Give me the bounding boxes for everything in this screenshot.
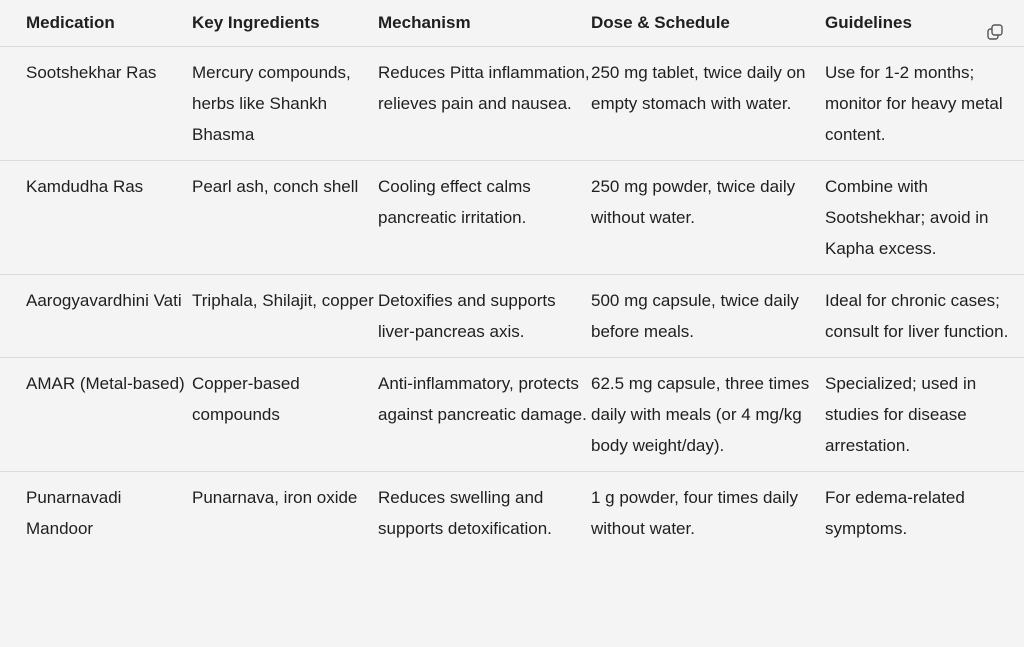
cell-dose-schedule: 250 mg tablet, twice daily on empty stomach with water. — [591, 63, 806, 113]
cell-key-ingredients: Triphala, Shilajit, copper — [192, 291, 374, 310]
header-dose-schedule: Dose & Schedule — [591, 0, 825, 47]
cell-dose-schedule: 250 mg powder, twice daily without water. — [591, 177, 796, 227]
cell-mechanism: Reduces Pitta inflammation, relieves pain and nausea. — [378, 63, 590, 113]
cell-guidelines: Specialized; used in studies for disease arrestation. — [825, 374, 977, 455]
copy-icon — [986, 23, 1004, 41]
cell-medication: AMAR (Metal-based) — [26, 374, 185, 393]
table-row — [0, 472, 1024, 555]
cell-guidelines: Combine with Sootshekhar; avoid in Kapha excess. — [825, 177, 989, 258]
cell-guidelines: Ideal for chronic cases; consult for liver function. — [825, 291, 1009, 341]
cell-dose-schedule: 62.5 mg capsule, three times daily with meals (or 4 mg/kg body weight/day). — [591, 374, 810, 455]
cell-key-ingredients: Punarnava, iron oxide — [192, 488, 358, 507]
copy-table-button[interactable] — [986, 13, 1004, 31]
table-header-row — [0, 0, 1024, 47]
cell-key-ingredients: Pearl ash, conch shell — [192, 177, 359, 196]
cell-key-ingredients: Copper-based compounds — [192, 374, 300, 424]
cell-medication: Punarnavadi Mandoor — [26, 488, 122, 538]
table-row — [0, 358, 1024, 472]
cell-dose-schedule: 1 g powder, four times daily without water. — [591, 488, 798, 538]
cell-mechanism: Cooling effect calms pancreatic irritation. — [378, 177, 531, 227]
header-guidelines-label: Guidelines — [825, 13, 912, 32]
table-row — [0, 275, 1024, 358]
header-medication: Medication — [0, 0, 192, 47]
cell-key-ingredients: Mercury compounds, herbs like Shankh Bhasma — [192, 63, 351, 144]
header-key-ingredients: Key Ingredients — [192, 0, 378, 47]
cell-mechanism: Detoxifies and supports liver-pancreas axis. — [378, 291, 556, 341]
header-guidelines — [825, 0, 1024, 47]
cell-mechanism: Anti-inflammatory, protects against pancreatic damage. — [378, 374, 587, 424]
cell-mechanism: Reduces swelling and supports detoxification. — [378, 488, 552, 538]
cell-medication: Kamdudha Ras — [26, 177, 144, 196]
table-row — [0, 161, 1024, 275]
header-mechanism: Mechanism — [378, 0, 591, 47]
cell-guidelines: Use for 1-2 months; monitor for heavy metal content. — [825, 63, 1003, 144]
table-row — [0, 47, 1024, 161]
cell-medication: Sootshekhar Ras — [26, 63, 157, 82]
cell-guidelines: For edema-related symptoms. — [825, 488, 965, 538]
cell-medication: Aarogyavardhini Vati — [26, 291, 182, 310]
cell-dose-schedule: 500 mg capsule, twice daily before meals. — [591, 291, 799, 341]
